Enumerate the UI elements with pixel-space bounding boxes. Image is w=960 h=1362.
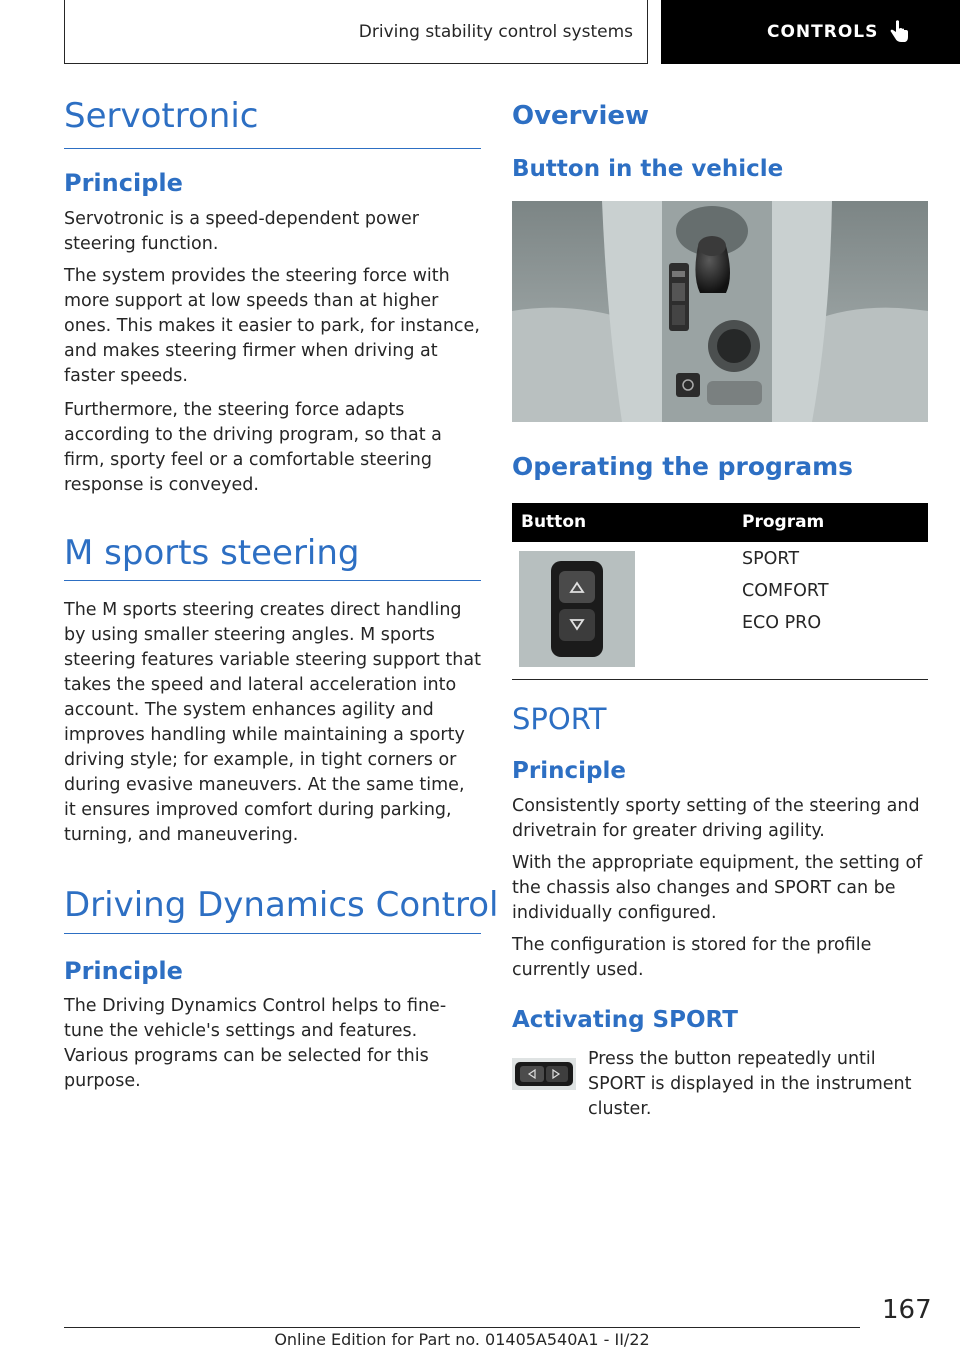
drive-mode-switch-image [519, 551, 635, 667]
heading-rule [64, 148, 481, 149]
table-header-program: Program [742, 512, 825, 532]
drive-mode-switch-inline-image [512, 1058, 576, 1090]
ddc-heading: Driving Dynamics Control [64, 885, 499, 925]
servotronic-principle-heading: Principle [64, 169, 183, 197]
page-number: 167 [882, 1295, 932, 1325]
table-header-button: Button [521, 512, 587, 532]
operating-programs-heading: Operating the programs [512, 452, 854, 481]
heading-rule [64, 933, 481, 934]
sport-paragraph-1: Consistently sporty setting of the steering and drivetrain for greater driving agility. [512, 796, 920, 841]
servotronic-paragraph-2: The system provides the steering force with more support at low speeds than at higher ones. This makes it easier to park, for instance, and makes steering firmer when driving at faster speeds. [64, 266, 480, 386]
m-sports-paragraph: The M sports steering creates direct handling by using smaller steering angles. M sports steering features variable steering support that takes the speed and lateral acceleration into account. The system enhances agility and improves handling while maintaining a sporty driving style; for example, in tight corners or during evasive maneuvers. At the same time, it ensures improved comfort during parking, turning, and maneuvering. [64, 600, 481, 845]
ddc-principle-heading: Principle [64, 957, 183, 985]
pointing-hand-icon [888, 19, 910, 45]
servotronic-paragraph-3: Furthermore, the steering force adapts according to the driving program, so that a firm, sporty feel or a comfortable steering response is conveyed. [64, 400, 442, 495]
section-title: Driving stability control systems [358, 21, 633, 42]
sport-paragraph-3: The configuration is stored for the profile currently used. [512, 935, 872, 980]
heading-rule [64, 580, 481, 581]
servotronic-heading: Servotronic [64, 96, 259, 136]
servotronic-paragraph-1: Servotronic is a speed-dependent power steering function. [64, 209, 419, 254]
programs-table-header [512, 503, 928, 542]
button-in-vehicle-heading: Button in the vehicle [512, 156, 784, 182]
chapter-title: CONTROLS [767, 22, 879, 42]
sport-heading: SPORT [512, 702, 607, 736]
sport-principle-heading: Principle [512, 758, 626, 784]
center-console-photo [512, 201, 928, 422]
sport-paragraph-2: With the appropriate equipment, the setting of the chassis also changes and SPORT can be individually configured. [512, 853, 923, 923]
footer-rule [64, 1327, 860, 1328]
program-comfort: COMFORT [742, 581, 829, 601]
program-sport: SPORT [742, 549, 800, 569]
running-header-chapter [661, 0, 960, 64]
ddc-paragraph: The Driving Dynamics Control helps to fine-tune the vehicle's settings and features. Various programs can be selected for this purpose. [64, 996, 447, 1091]
program-eco-pro: ECO PRO [742, 613, 822, 633]
table-bottom-rule [512, 679, 928, 680]
edition-footer: Online Edition for Part no. 01405A540A1 - II/22 [274, 1330, 650, 1349]
overview-heading: Overview [512, 101, 650, 131]
activating-sport-heading: Activating SPORT [512, 1007, 738, 1033]
running-header-section [64, 0, 648, 64]
activating-sport-text: Press the button repeatedly until SPORT is displayed in the instrument cluster. [588, 1049, 912, 1119]
m-sports-steering-heading: M sports steering [64, 533, 360, 573]
